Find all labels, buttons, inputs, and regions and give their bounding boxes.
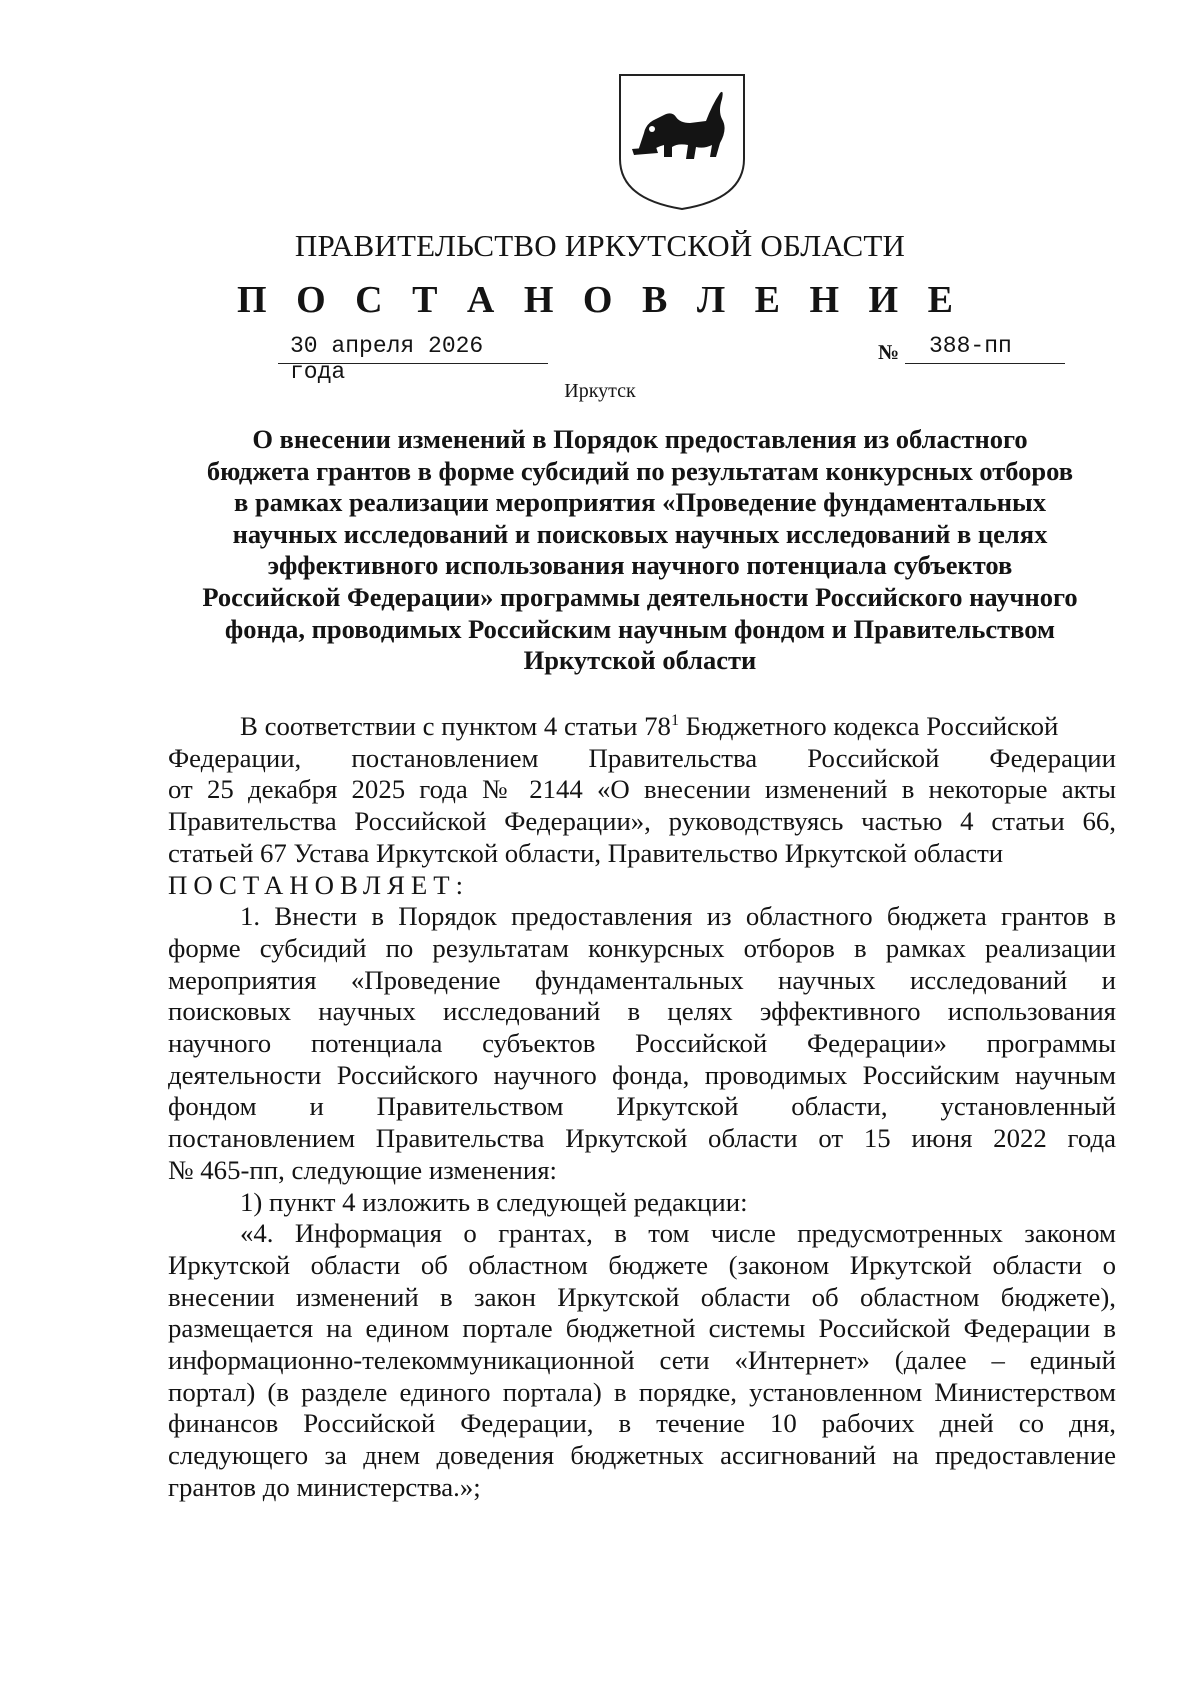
title-line: Иркутской области: [523, 645, 757, 676]
paragraph-line: портал) (в разделе единого портала) в порядке, установленном Министерством: [168, 1376, 1116, 1407]
decree-word: ПОСТАНОВЛЯЕТ:: [168, 869, 470, 900]
paragraph-line: следующего за днем доведения бюджетных ассигнований на предоставление: [168, 1440, 1116, 1471]
title-line: бюджета грантов в форме субсидий по результатам конкурсных отборов: [206, 455, 1074, 486]
date-field: [278, 333, 548, 385]
paragraph-line: Правительства Российской Федерации», руководствуясь частью 4 статьи 66,: [168, 806, 1116, 837]
title-line: фонда, проводимых Российским научным фондом и Правительством: [224, 613, 1056, 644]
paragraph-line: деятельности Российского научного фонда, проводимых Российским научным: [168, 1059, 1116, 1090]
document-body: [168, 711, 1116, 1504]
document-number: 388-пп: [929, 333, 1012, 359]
title-line: в рамках реализации мероприятия «Проведение фундаментальных: [234, 487, 1046, 518]
paragraph-line: поисковых научных исследований в целях эффективного использования: [168, 996, 1116, 1027]
number-field: [905, 333, 1065, 364]
paragraph-line: статьей 67 Устава Иркутской области, Правительство Иркутской области: [168, 837, 1004, 868]
paragraph-line: Федерации, постановлением Правительства Российской Федерации: [168, 742, 1116, 773]
paragraph-line: мероприятия «Проведение фундаментальных научных исследований и: [168, 964, 1116, 995]
city-name: Иркутск: [564, 380, 636, 402]
paragraph-line: от 25 декабря 2025 года № 2144 «О внесении изменений в некоторые акты: [168, 774, 1116, 805]
paragraph-line: форме субсидий по результатам конкурсных отборов в рамках реализации: [168, 932, 1116, 963]
document-type: П О С Т А Н О В Л Е Н И Е: [237, 279, 963, 321]
document-date: 30 апреля 2026 года: [290, 333, 484, 385]
title-line: эффективного использования научного потенциала субъектов: [267, 550, 1013, 581]
paragraph-line: фондом и Правительством Иркутской области, установленный: [168, 1091, 1116, 1122]
document-title: [160, 424, 1120, 677]
paragraph-line: постановлением Правительства Иркутской области от 15 июня 2022 года: [168, 1123, 1116, 1154]
paragraph-line: «4. Информация о грантах, в том числе предусмотренных законом: [240, 1218, 1116, 1249]
paragraph-line: информационно-телекоммуникационной сети «Интернет» (далее – единый: [168, 1345, 1116, 1376]
title-line: научных исследований и поисковых научных исследований в целях: [232, 518, 1048, 549]
number-sign: №: [878, 340, 900, 364]
subitem-line: 1) пункт 4 изложить в следующей редакции:: [240, 1186, 748, 1217]
paragraph-line: научного потенциала субъектов Российской Федерации» программы: [168, 1028, 1116, 1059]
paragraph-line: финансов Российской Федерации, в течение 10 рабочих дней со дня,: [168, 1408, 1116, 1439]
paragraph-line: 1. Внести в Порядок предоставления из областного бюджета грантов в: [240, 901, 1116, 932]
government-name: ПРАВИТЕЛЬСТВО ИРКУТСКОЙ ОБЛАСТИ: [294, 228, 906, 263]
title-line: О внесении изменений в Порядок предоставления из областного: [252, 424, 1028, 454]
coat-of-arms-icon: [616, 71, 748, 212]
paragraph-line: грантов до министерства.»;: [168, 1471, 481, 1502]
title-line: Российской Федерации» программы деятельности Российского научного: [202, 581, 1078, 612]
paragraph-line: Иркутской области об областном бюджете (законом Иркутской области о: [168, 1249, 1116, 1280]
paragraph-line: № 465-пп, следующие изменения:: [168, 1154, 557, 1185]
paragraph-line: размещается на едином портале бюджетной системы Российской Федерации в: [168, 1313, 1116, 1344]
paragraph-line: В соответствии с пунктом 4 статьи $78^1$ Бюджетного кодекса Российской: [240, 711, 1059, 741]
paragraph-line: внесении изменений в закон Иркутской области об областном бюджете),: [168, 1281, 1116, 1312]
